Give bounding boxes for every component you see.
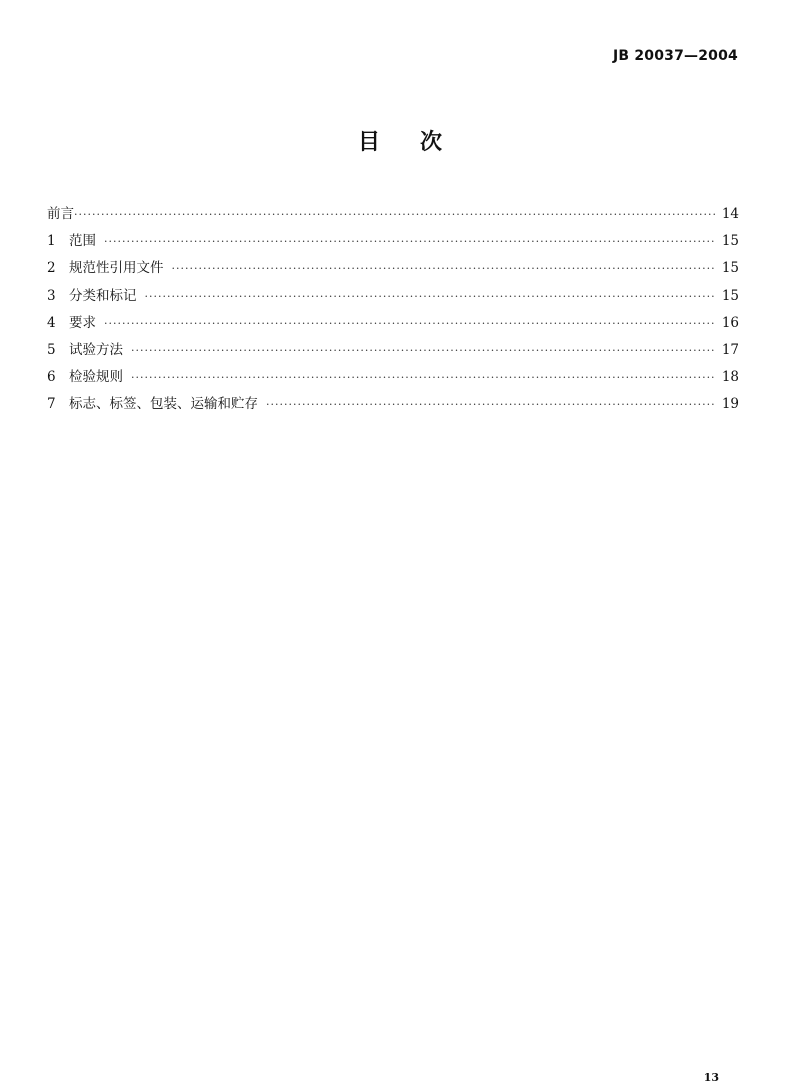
toc-entry-3 [47,283,739,310]
toc-entry-number: 3 [47,287,56,304]
dot-leader [145,283,716,310]
dot-leader [266,391,716,418]
toc-entry-title: 标志、标签、包装、运输和贮存 [69,396,258,413]
toc-entry-number: 7 [47,396,56,413]
toc-entry-number: 5 [47,341,56,358]
toc-entry-page: 15 [721,260,739,277]
toc-list [47,201,739,419]
toc-entry-title: 要求 [69,314,96,331]
dot-leader [104,228,716,255]
dot-leader [74,201,716,228]
document-code: JB 20037—2004 [612,48,738,64]
toc-entry-foreword [47,201,739,228]
toc-entry-6 [47,364,739,391]
toc-entry-title: 检验规则 [69,369,123,386]
toc-entry-7 [47,391,739,418]
toc-title: 目次 [357,130,482,155]
toc-entry-1 [47,228,739,255]
toc-entry-page: 18 [721,369,739,386]
toc-entry-page: 16 [721,314,739,331]
toc-entry-title: 前言 [47,206,74,222]
toc-entry-page: 14 [721,206,739,222]
toc-entry-page: 15 [721,287,739,304]
toc-entry-title: 范围 [69,233,96,250]
dot-leader [104,310,716,337]
toc-entry-4 [47,310,739,337]
toc-entry-page: 15 [721,233,739,250]
toc-entry-number: 6 [47,369,56,386]
dot-leader [131,364,716,391]
toc-entry-page: 17 [721,341,739,358]
toc-entry-title: 试验方法 [69,341,123,358]
toc-entry-number: 1 [47,233,56,250]
page-number: 13 [703,1071,719,1084]
toc-entry-5 [47,337,739,364]
toc-entry-page: 19 [721,396,739,413]
toc-entry-title: 分类和标记 [69,287,137,304]
toc-entry-number: 2 [47,260,56,277]
toc-entry-title: 规范性引用文件 [69,260,164,277]
toc-entry-number: 4 [47,314,56,331]
dot-leader [131,337,716,364]
toc-entry-2 [47,255,739,282]
dot-leader [172,255,716,282]
